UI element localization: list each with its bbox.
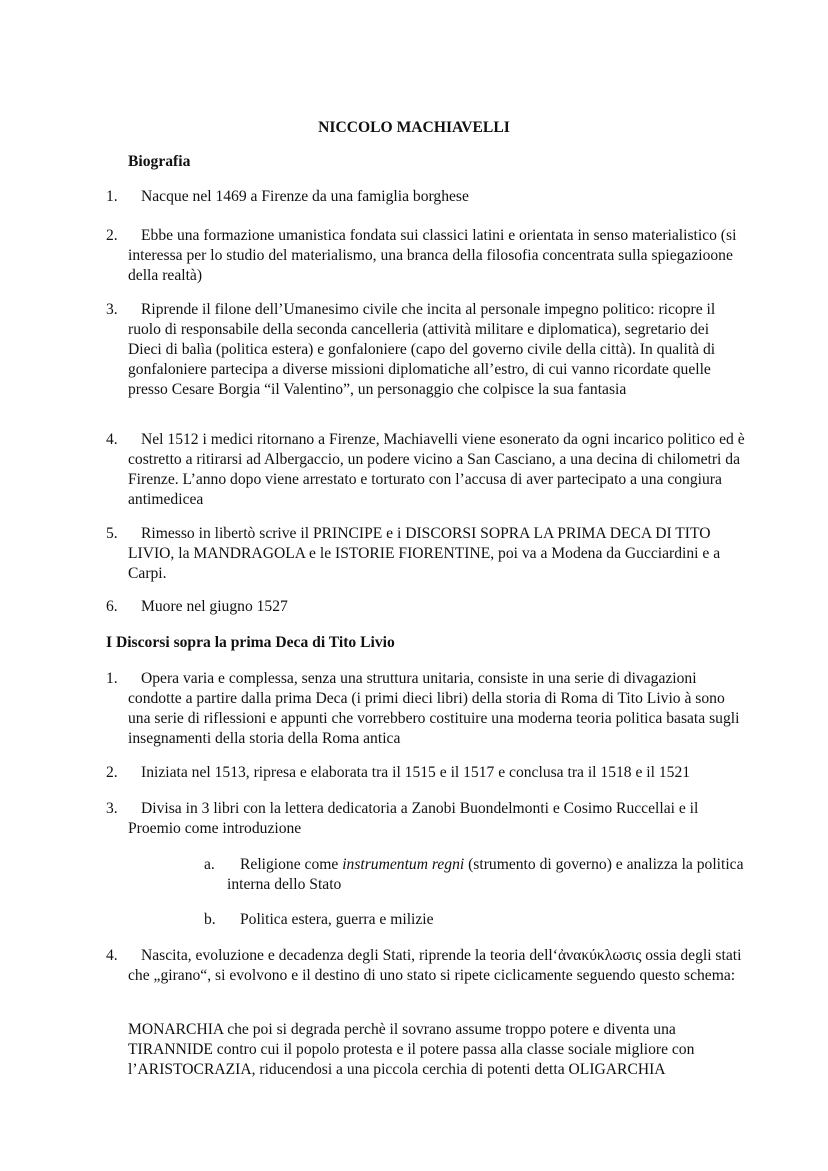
item-number: 1. (106, 188, 118, 205)
item-text: Rimesso in libertò scrive il PRINCIPE e i DISCORSI SOPRA LA PRIMA DECA DI TITO LIVIO, la MANDRAGOLA e le ISTORIE FIORENTINE, poi va a Modena da Gucciardini e a Carpi. (128, 525, 721, 582)
section-heading-biografia: Biografia (128, 153, 191, 170)
item-text: Riprende il filone dell’Umanesimo civile che incita al personale impegno politico: ricopre il ruolo di responsabile della seconda cancelleria (attività militare e diplomatica), segretario dei Dieci di balìa (politica estera) e gonfaloniere (capo del governo civile della città). In qualità di gonfaloniere partecipa a diverse missioni diplomatiche all’estro, di cui vanno ricordate quelle presso Cesare Borgia “il Valentino”, un personaggio che colpisce la sua fantasia (128, 301, 716, 398)
list-item (106, 430, 746, 510)
item-text: Nacque nel 1469 a Firenze da una famiglia borghese (141, 188, 469, 205)
item-text: Politica estera, guerra e milizie (240, 911, 434, 928)
item-number: 1. (106, 670, 118, 687)
item-number: 4. (106, 431, 118, 448)
list-item (106, 524, 746, 584)
item-text: Ebbe una formazione umanistica fondata sui classici latini e orientata in senso materialistico (si interessa per lo studio del materialismo, una branca della filosofia concentrata sulla spiegazioone della realtà) (128, 227, 737, 284)
item-number: 2. (106, 227, 118, 244)
item-text: Divisa in 3 libri con la lettera dedicatoria a Zanobi Buondelmonti e Cosimo Ruccellai e il Proemio come introduzione (128, 800, 699, 837)
list-item (106, 226, 746, 286)
list-item (106, 187, 746, 207)
schema-paragraph: MONARCHIA che poi si degrada perchè il sovrano assume troppo potere e diventa una TIRANNIDE contro cui il popolo protesta e il potere passa alla classe sociale migliore con l’ARISTOCRAZIA, riducendosi a una piccola cerchia di potenti detta OLIGARCHIA (128, 1021, 695, 1078)
list-item (106, 669, 746, 749)
list-item (106, 946, 746, 986)
list-item (106, 300, 746, 400)
item-number: 5. (106, 525, 118, 542)
document-title: NICCOLO MACHIAVELLI (318, 119, 510, 136)
section-heading-discorsi: I Discorsi sopra la prima Deca di Tito Livio (106, 634, 395, 651)
item-text: Muore nel giugno 1527 (141, 598, 288, 615)
sub-list-item (204, 855, 747, 895)
item-number: 2. (106, 764, 118, 781)
item-letter: a. (204, 856, 215, 873)
list-item (106, 597, 746, 617)
list-item (106, 799, 746, 839)
list-item (106, 763, 746, 783)
item-text: Opera varia e complessa, senza una struttura unitaria, consiste in una serie di divagazioni condotte a partire dalla prima Deca (i primi dieci libri) della storia di Roma di Tito Livio à sono una serie di riflessioni e appunti che vorrebbero costituire una moderna teoria politica basata sugli insegnamenti della storia della Roma antica (128, 670, 740, 747)
item-letter: b. (204, 911, 216, 928)
item-text: Nel 1512 i medici ritornano a Firenze, Machiavelli viene esonerato da ogni incarico politico ed è costretto a ritirarsi ad Albergaccio, un podere vicino a San Casciano, a una decina di chilometri da Firenze. L’anno dopo viene arrestato e torturato con l’accusa di aver partecipato a una congiura antimedicea (128, 431, 745, 508)
text-segment: Religione come (240, 856, 343, 873)
item-number: 4. (106, 947, 118, 964)
italic-term: instrumentum regni (342, 856, 465, 873)
text-segment: (strumento di governo) e analizza la politica interna dello Stato (227, 856, 744, 893)
item-number: 3. (106, 800, 118, 817)
item-number: 3. (106, 301, 118, 318)
item-text: Nascita, evoluzione e decadenza degli Stati, riprende la teoria dell‘ἀνακύκλωσις ossia degli stati che „girano“, si evolvono e il destino di uno stato si ripete ciclicamente seguendo questo schema: (128, 947, 742, 984)
item-number: 6. (106, 598, 118, 615)
item-text (227, 855, 747, 895)
item-text: Iniziata nel 1513, ripresa e elaborata tra il 1515 e il 1517 e conclusa tra il 1518 e il 1521 (141, 764, 691, 781)
sub-list-item (204, 910, 747, 930)
